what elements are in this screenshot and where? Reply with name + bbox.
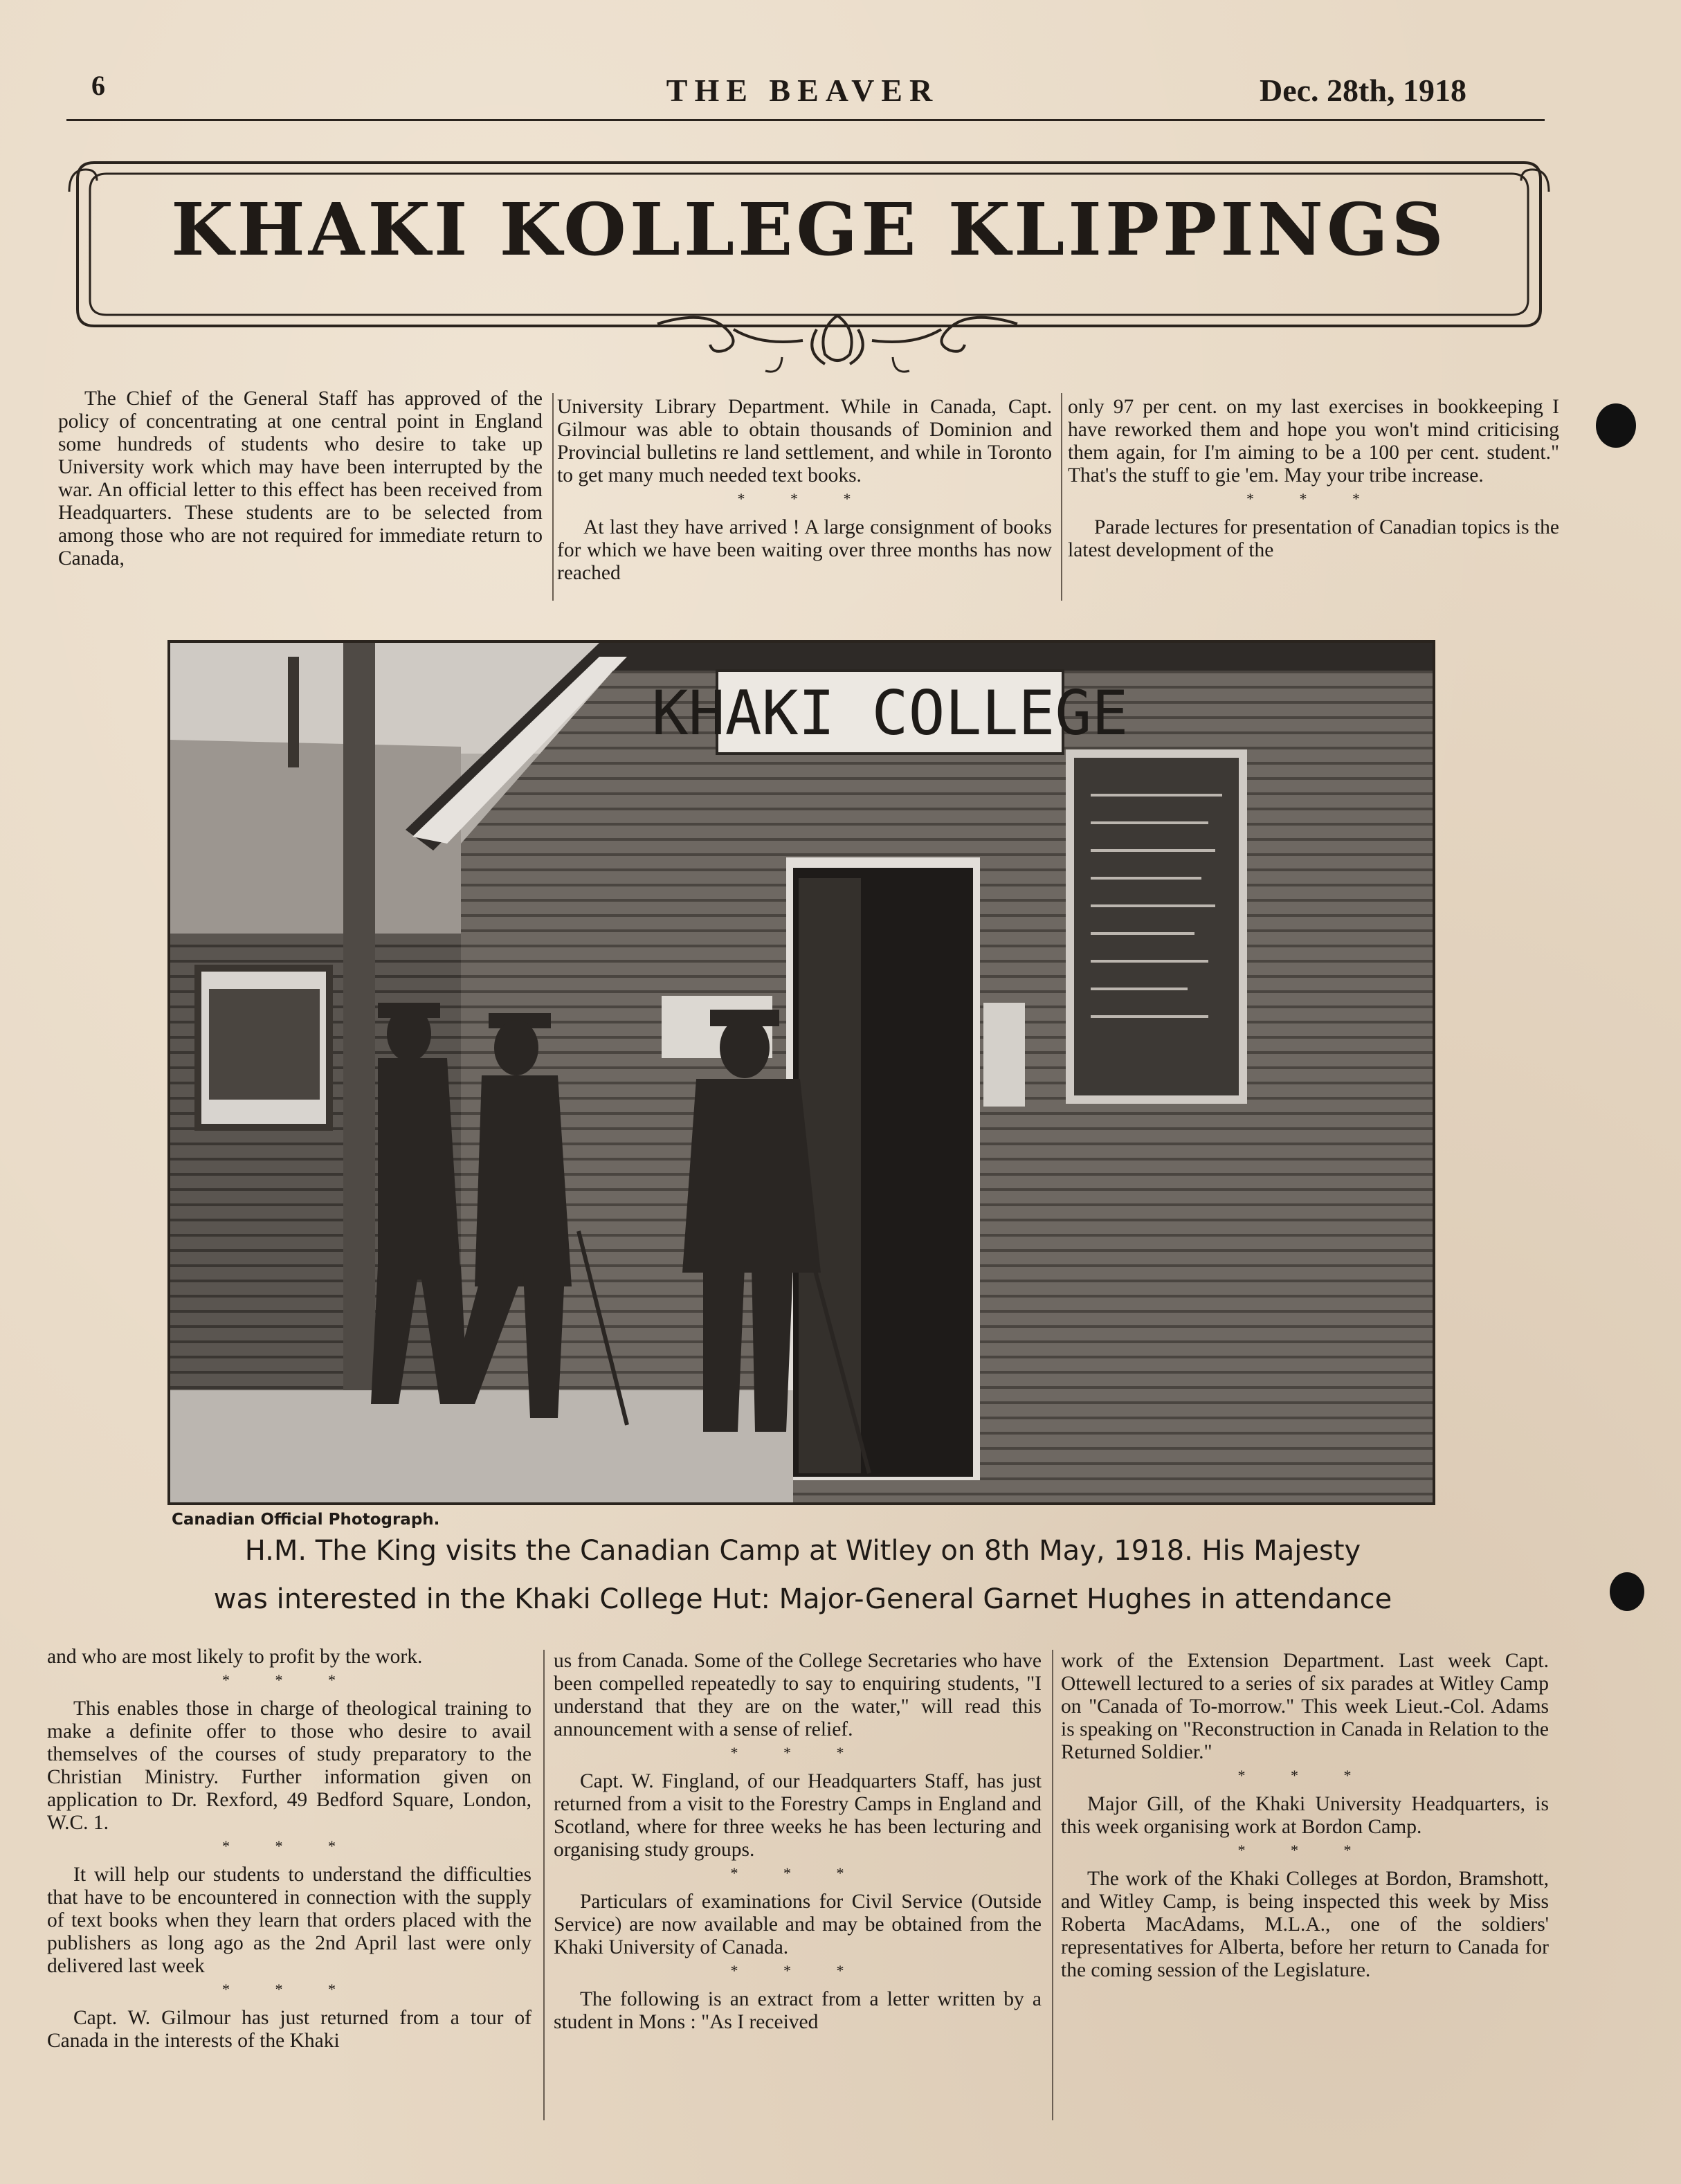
punch-hole [1610, 1572, 1644, 1611]
photo-credit: Canadian Official Photograph. [172, 1511, 440, 1529]
top-column-3 [1068, 396, 1559, 562]
paragraph: The following is an extract from a letter written by a student in Mons : "As I received [554, 1988, 1042, 2033]
section-separator: * * * [222, 1981, 356, 1998]
section-separator: * * * [1237, 1767, 1372, 1784]
paragraph: Particulars of examinations for Civil Service (Outside Service) are now available and may be obtained from the Khaki University of Canada. [554, 1891, 1042, 1958]
section-separator: * * * [730, 1744, 865, 1761]
punch-hole [1596, 403, 1636, 448]
paragraph: only 97 per cent. on my last exercises in bookkeeping I have reworked them and hope you won't mind criticising them again, for I'm aiming to be a 100 per cent. student." That's the stuff to gie 'em. May your tribe increase. [1068, 396, 1559, 486]
sign-text: KHAKI COLLEGE [651, 677, 1129, 749]
column-rule [552, 393, 554, 601]
issue-date: Dec. 28th, 1918 [1260, 73, 1466, 108]
newspaper-name: THE BEAVER [666, 73, 940, 108]
paragraph: Major Gill, of the Khaki University Headquarters, is this week organising work at Bordon Camp. [1061, 1793, 1549, 1838]
column-rule [543, 1650, 545, 2120]
bottom-column-3 [1061, 1650, 1549, 1982]
ornament-flourish [644, 302, 1031, 385]
page-number: 6 [91, 70, 105, 101]
paragraph: The work of the Khaki Colleges at Bordon, Bramshott, and Witley Camp, is being inspected this week by Miss Roberta MacAdams, M.L.A., one of the soldiers' representatives for Alberta, before her return to Canada for the coming session of the Legislature. [1061, 1868, 1549, 1981]
section-separator: * * * [222, 1837, 356, 1855]
section-separator: * * * [730, 1864, 865, 1882]
bottom-column-1 [47, 1646, 531, 2053]
header-rule [66, 119, 1545, 121]
section-title: KHAKI KOLLEGE KLIPPINGS [171, 187, 1447, 272]
photo-caption-line-1: H.M. The King visits the Canadian Camp at Witley on 8th May, 1918. His Majesty [244, 1535, 1361, 1567]
paragraph: work of the Extension Department. Last week Capt. Ottewell lectured to a series of six parades at Witley Camp on "Canada of To-morrow." This week Lieut.-Col. Adams is speaking on "Reconstruction in Canada in Relation to the Returned Soldier." [1061, 1650, 1549, 1763]
paragraph: us from Canada. Some of the College Secretaries who have been compelled repeatedly to say to enquiring students, "I understand that they are on the water," will read this announcement with a sense of relief. [554, 1650, 1042, 1740]
paragraph: Capt. W. Gilmour has just returned from a tour of Canada in the interests of the Khaki [47, 2007, 531, 2052]
top-column-2 [557, 396, 1052, 585]
section-separator: * * * [222, 1671, 356, 1689]
section-separator: * * * [737, 490, 872, 507]
section-separator: * * * [1246, 490, 1381, 507]
paragraph: University Library Department. While in Canada, Capt. Gilmour was able to obtain thousands of Dominion and Provincial bulletins re land settlement, and while in Toronto to get many much needed text books. [557, 396, 1052, 486]
paragraph: and who are most likely to profit by the work. [47, 1646, 423, 1668]
paragraph: This enables those in charge of theological training to make a definite offer to those who desire to avail themselves of the courses of study preparatory to the Christian Ministry. Further information given on application to Dr. Rexford, 49 Bedford Square, London, W.C. 1. [47, 1698, 531, 1834]
section-separator: * * * [1237, 1841, 1372, 1859]
photograph-khaki-college-hut [167, 640, 1435, 1505]
paragraph: Parade lectures for presentation of Canadian topics is the latest development of the [1068, 516, 1559, 561]
paragraph: The Chief of the General Staff has approved of the policy of concentrating at one central point in England some hundreds of students who desire to take up University work which may have been interrupted by the war. An official letter to this effect has been received from Headquarters. These students are to be selected from among those who are not required for immediate return to Canada, [58, 388, 543, 570]
column-rule [1052, 1650, 1053, 2120]
photo-caption-line-2: was interested in the Khaki College Hut: Major-General Garnet Hughes in attendance [213, 1583, 1392, 1615]
top-column-1 [58, 388, 543, 570]
paragraph: Capt. W. Fingland, of our Headquarters Staff, has just returned from a visit to the Forestry Camps in England and Scotland, where for three weeks he has been lecturing and organising study groups. [554, 1770, 1042, 1861]
bottom-column-2 [554, 1650, 1042, 2034]
paragraph: At last they have arrived ! A large consignment of books for which we have been waiting over three months has now reached [557, 516, 1052, 584]
column-rule [1061, 393, 1062, 601]
photo-illustration [170, 643, 1433, 1502]
section-separator: * * * [730, 1962, 865, 1979]
paragraph: It will help our students to understand the difficulties that have to be encountered in connection with the supply of text books when they learn that orders placed with the publishers as long ago as the 2nd April last were only delivered last week [47, 1864, 531, 1977]
